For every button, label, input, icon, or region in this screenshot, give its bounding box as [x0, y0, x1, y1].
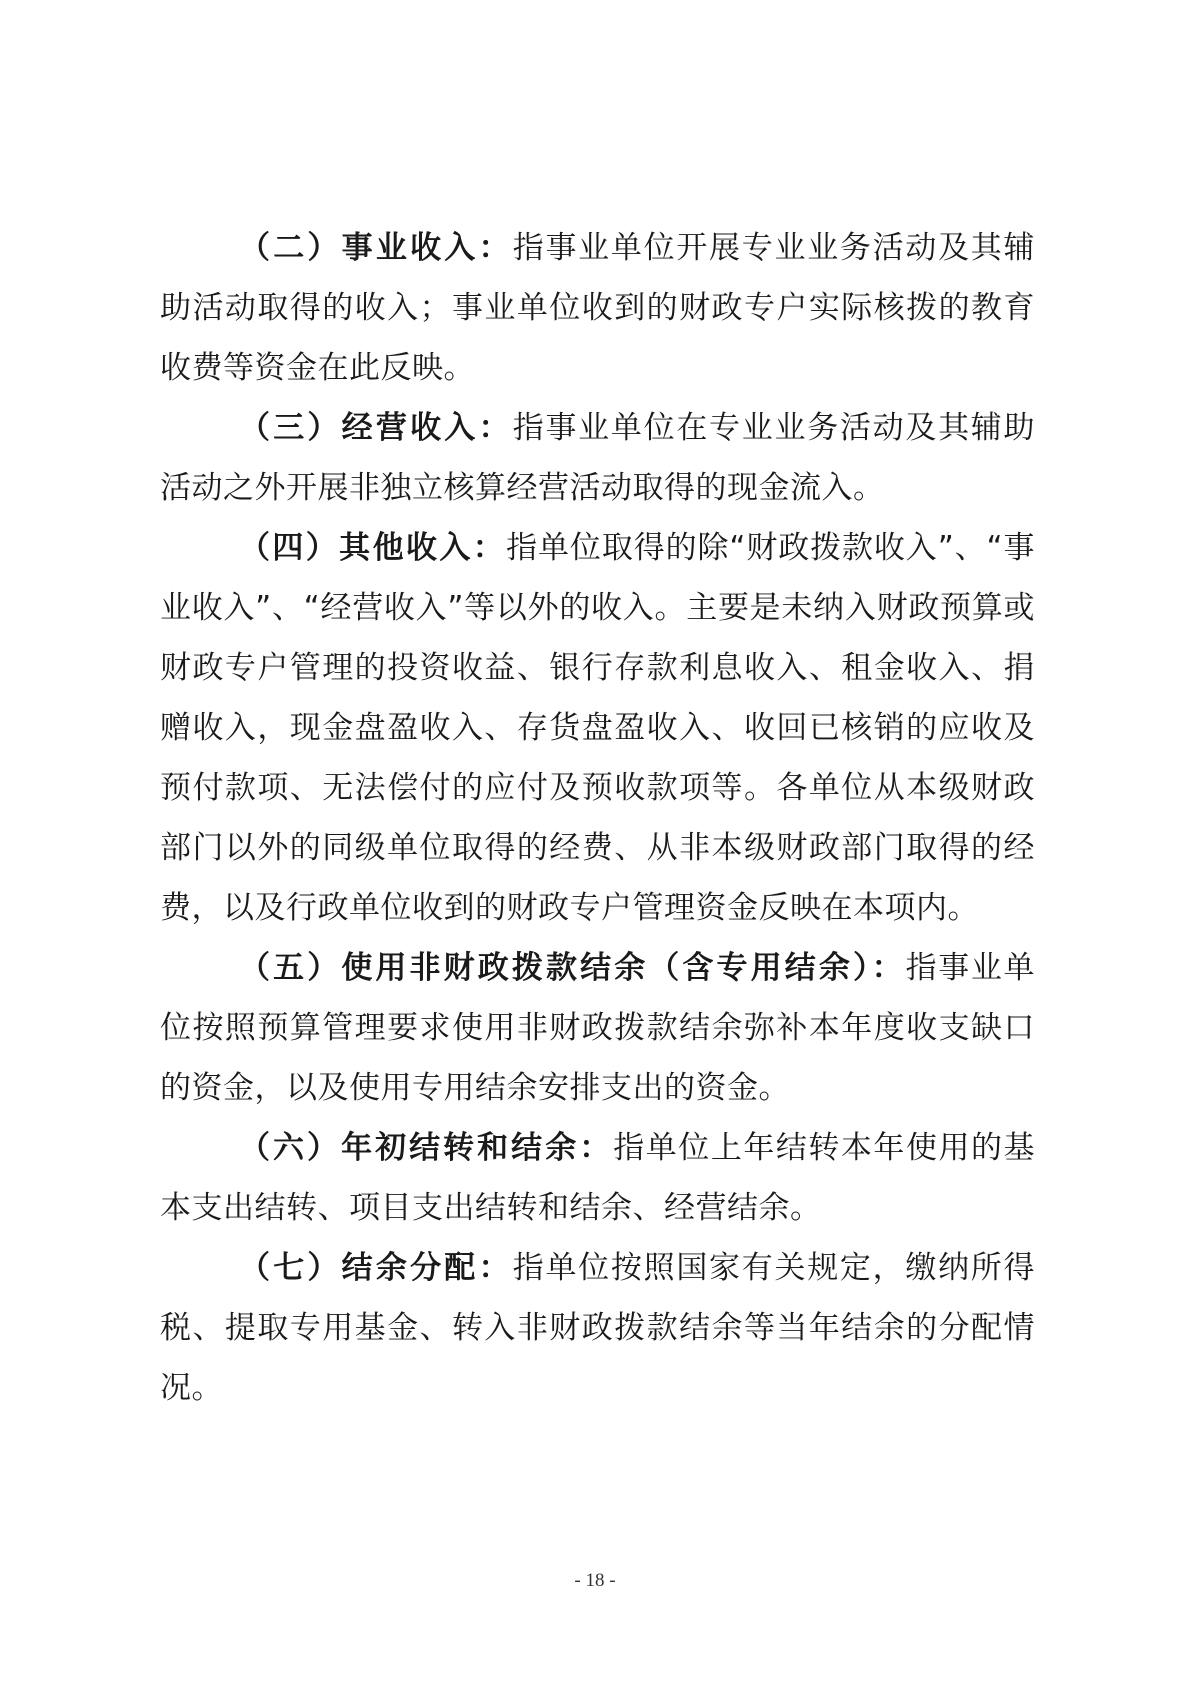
paragraph-operating-income: [160, 398, 1035, 518]
document-body: [160, 218, 1035, 1418]
paragraph-business-income: [160, 218, 1035, 398]
paragraph-text: 指事业单位在专业业务活动及其辅助活动之外开展非独立核算经营活动取得的现金流入。: [160, 410, 1036, 506]
paragraph-heading: （二）事业收入：: [239, 230, 513, 266]
paragraph-non-fiscal-balance: [160, 938, 1035, 1118]
paragraph-balance-distribution: [160, 1238, 1035, 1418]
paragraph-text: 指单位取得的除“财政拨款收入”、“事业收入”、“经营收入”等以外的收入。主要是未纳入财政预算或财政专户管理的投资收益、银行存款利息收入、租金收入、捐赠收入，现金盘盈收入、存货盘盈收入、收回已核销的应收及预付款项、无法偿付的应付及预收款项等。各单位从本级财政部门以外的同级单位取得的经费、从非本级财政部门取得的经费，以及行政单位收到的财政专户管理资金反映在本项内。: [160, 530, 1035, 926]
paragraph-carryover-balance: [160, 1118, 1035, 1238]
paragraph-text: 指事业单位开展专业业务活动及其辅助活动取得的收入；事业单位收到的财政专户实际核拨的教育收费等资金在此反映。: [160, 230, 1036, 386]
paragraph-text: 指单位上年结转本年使用的基本支出结转、项目支出结转和结余、经营结余。: [160, 1130, 1036, 1226]
page-number: - 18 -: [574, 1570, 616, 1591]
paragraph-text: 指事业单位按照预算管理要求使用非财政拨款结余弥补本年度收支缺口的资金，以及使用专用结余安排支出的资金。: [160, 950, 1035, 1106]
paragraph-heading: （六）年初结转和结余：: [239, 1130, 614, 1166]
paragraph-heading: （三）经营收入：: [239, 410, 513, 446]
paragraph-heading: （四）其他收入：: [239, 530, 507, 566]
paragraph-text: 指单位按照国家有关规定，缴纳所得税、提取专用基金、转入非财政拨款结余等当年结余的分配情况。: [160, 1250, 1036, 1406]
paragraph-heading: （五）使用非财政拨款结余（含专用结余）：: [239, 950, 906, 986]
paragraph-heading: （七）结余分配：: [239, 1250, 513, 1286]
paragraph-other-income: [160, 518, 1035, 938]
